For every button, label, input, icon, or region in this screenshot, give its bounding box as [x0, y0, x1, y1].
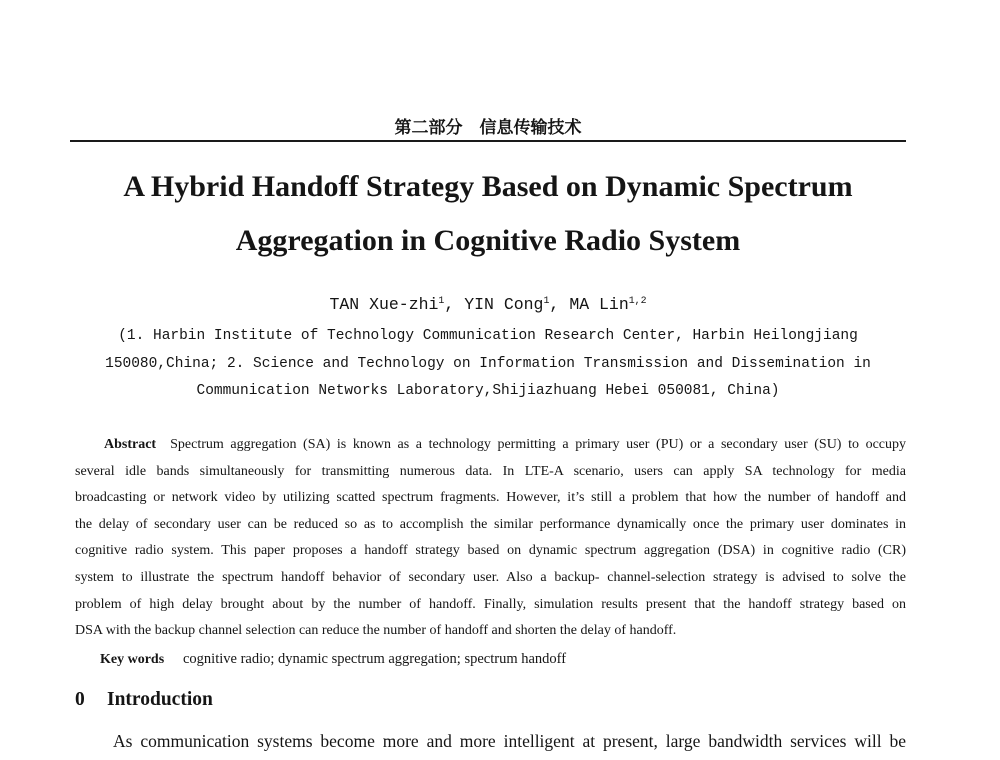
author-affiliation-mark: 1 — [438, 295, 445, 307]
title-line-2: Aggregation in Cognitive Radio System — [235, 224, 741, 257]
author-separator: , — [549, 295, 560, 314]
author-list — [70, 294, 906, 316]
abstract — [75, 432, 906, 645]
author-yin-cong — [464, 295, 569, 314]
abstract-line — [75, 432, 906, 459]
body-paragraph-line: As communication systems become more and more intelligent at present, large bandwidth services will be — [113, 731, 906, 751]
author-affiliation-mark: 1,2 — [628, 295, 647, 307]
title-line-1: A Hybrid Handoff Strategy Based on Dynamic Spectrum — [123, 170, 853, 203]
keywords-text: cognitive radio; dynamic spectrum aggregation; spectrum handoff — [183, 651, 567, 667]
running-header: 第二部分 信息传输技术 — [394, 118, 582, 138]
header-rule — [70, 140, 906, 142]
abstract-line: cognitive radio system. This paper proposes a handoff strategy based on dynamic spectrum aggregation (DSA) in cognitive radio (CR) — [75, 543, 906, 559]
author-tan-xue-zhi — [329, 295, 464, 314]
author-name: TAN Xue-zhi — [329, 295, 439, 314]
section-title: Introduction — [107, 689, 213, 710]
affiliation-line-2: 150080,China; 2. Science and Technology on Information Transmission and Dissemination in — [105, 356, 871, 372]
author-ma-lin — [569, 295, 646, 314]
affiliation-line-3: Communication Networks Laboratory,Shijiazhuang Hebei 050081, China) — [196, 383, 780, 399]
abstract-line: DSA with the backup channel selection can reduce the number of handoff and shorten the delay of handoff. — [75, 623, 677, 639]
abstract-line: the delay of secondary user can be reduced so as to accomplish the similar performance dynamically once the primary user dominates in — [75, 516, 906, 532]
keywords-label: Key words — [100, 652, 165, 667]
keywords — [100, 646, 566, 672]
abstract-label: Abstract — [104, 437, 157, 452]
section-number: 0 — [75, 689, 85, 710]
author-name: MA Lin — [569, 295, 629, 314]
abstract-line: several idle bands simultaneously for transmitting numerous data. In LTE-A scenario, users can apply SA technology for media — [75, 463, 906, 479]
author-separator: , — [444, 295, 455, 314]
author-affiliation-mark: 1 — [543, 295, 550, 307]
abstract-line: problem of high delay brought about by the number of handoff. Finally, simulation results present that the handoff strategy based on — [75, 596, 906, 612]
abstract-line: system to illustrate the spectrum handoff behavior of secondary user. Also a backup- channel-selection strategy is advised to solve the — [75, 569, 906, 585]
author-name: YIN Cong — [464, 295, 544, 314]
section-heading — [75, 688, 213, 712]
abstract-text: Spectrum aggregation (SA) is known as a technology permitting a primary user (PU) or a secondary user (SU) to occupy — [170, 437, 906, 452]
affiliation-line-1: (1. Harbin Institute of Technology Communication Research Center, Harbin Heilongjiang — [118, 328, 858, 344]
abstract-line: broadcasting or network video by utilizing scatted spectrum fragments. However, it’s still a problem that how the number of handoff and — [75, 490, 906, 506]
